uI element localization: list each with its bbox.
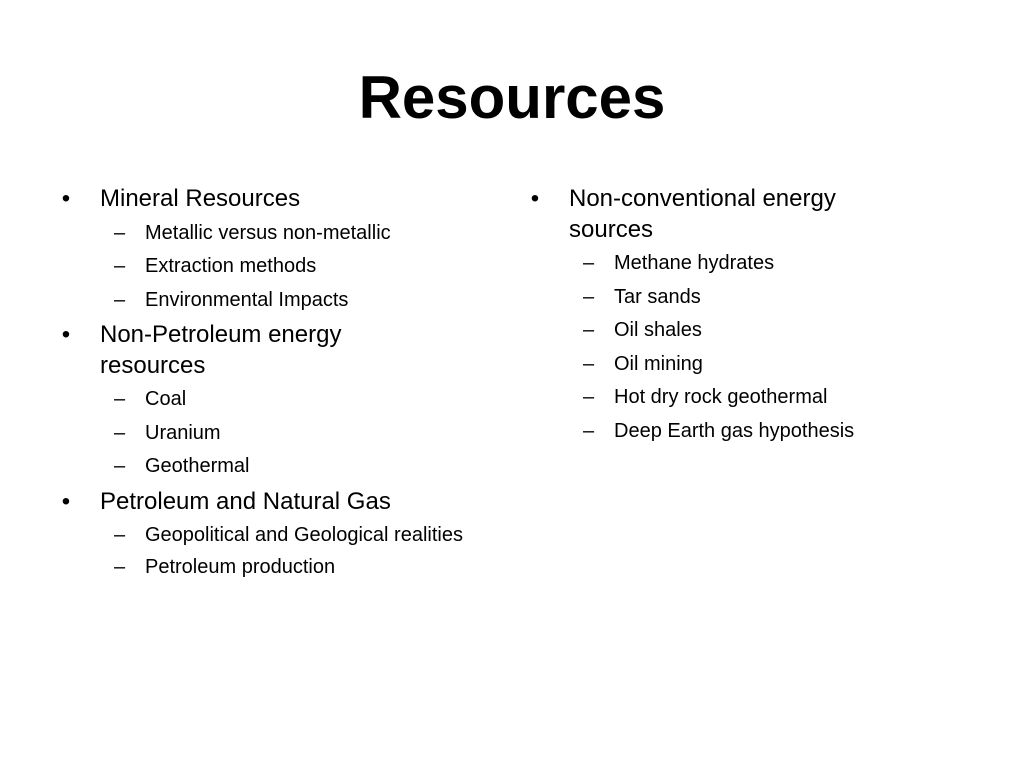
sub-item-label: Metallic versus non-metallic xyxy=(145,221,391,244)
bullet-label: Mineral Resources xyxy=(100,185,301,212)
sub-item xyxy=(100,253,476,281)
sub-item-label: Deep Earth gas hypothesis xyxy=(614,419,855,442)
sub-item xyxy=(569,250,965,278)
sub-item xyxy=(100,220,476,248)
sub-item-label: Oil shales xyxy=(614,319,702,341)
dash-icon: – xyxy=(114,255,126,277)
dash-icon: – xyxy=(114,221,126,244)
sub-item xyxy=(100,287,476,315)
sub-item-label: Oil mining xyxy=(614,352,703,375)
sub-item xyxy=(569,284,965,312)
sub-list xyxy=(100,220,476,315)
sub-item xyxy=(100,386,476,414)
bullet-icon: • xyxy=(61,185,71,212)
dash-icon: – xyxy=(114,388,126,410)
dash-icon: – xyxy=(114,421,126,444)
sub-item xyxy=(100,554,476,582)
dash-icon: – xyxy=(114,455,126,477)
sub-item-label: Tar sands xyxy=(614,285,701,308)
dash-icon: – xyxy=(583,419,595,442)
bullet-icon: • xyxy=(530,185,540,212)
dash-icon: – xyxy=(583,386,595,408)
bullet-item xyxy=(56,487,476,582)
bullet-icon: • xyxy=(61,321,71,348)
slide-title: Resources xyxy=(358,64,666,131)
bullet-icon: • xyxy=(61,487,71,515)
dash-icon: – xyxy=(583,319,595,341)
sub-item-label: Hot dry rock geothermal xyxy=(614,386,828,408)
sub-item xyxy=(100,420,476,448)
bullet-item xyxy=(56,184,476,314)
dash-icon: – xyxy=(583,352,595,375)
sub-list xyxy=(100,522,476,582)
sub-item xyxy=(569,384,965,412)
dash-icon: – xyxy=(583,285,595,308)
right-column xyxy=(525,184,965,445)
bullet-item xyxy=(56,320,476,481)
dash-icon: – xyxy=(583,252,595,274)
sub-item-label: Geothermal xyxy=(145,455,250,477)
sub-item xyxy=(100,453,476,481)
sub-list xyxy=(100,386,476,481)
sub-item xyxy=(569,317,965,345)
sub-item-label: Methane hydrates xyxy=(614,252,775,274)
sub-item-label: Petroleum production xyxy=(145,556,336,578)
bullet-label: Petroleum and Natural Gas xyxy=(100,487,391,515)
bullet-label: Non-Petroleum energy resources xyxy=(100,321,342,379)
sub-item xyxy=(569,418,965,446)
left-column xyxy=(56,184,476,582)
sub-item-label: Uranium xyxy=(145,421,221,444)
sub-item xyxy=(100,522,476,548)
sub-item-label: Coal xyxy=(145,388,187,410)
dash-icon: – xyxy=(114,288,126,311)
bullet-label: Non-conventional energy sources xyxy=(569,185,836,243)
sub-item-label: Extraction methods xyxy=(145,255,317,277)
dash-icon: – xyxy=(114,524,126,546)
sub-item-label: Geopolitical and Geological realities xyxy=(145,524,463,546)
sub-item xyxy=(569,351,965,379)
sub-list xyxy=(569,250,965,445)
sub-item-label: Environmental Impacts xyxy=(145,288,349,311)
bullet-item xyxy=(525,184,965,445)
dash-icon: – xyxy=(114,556,126,578)
